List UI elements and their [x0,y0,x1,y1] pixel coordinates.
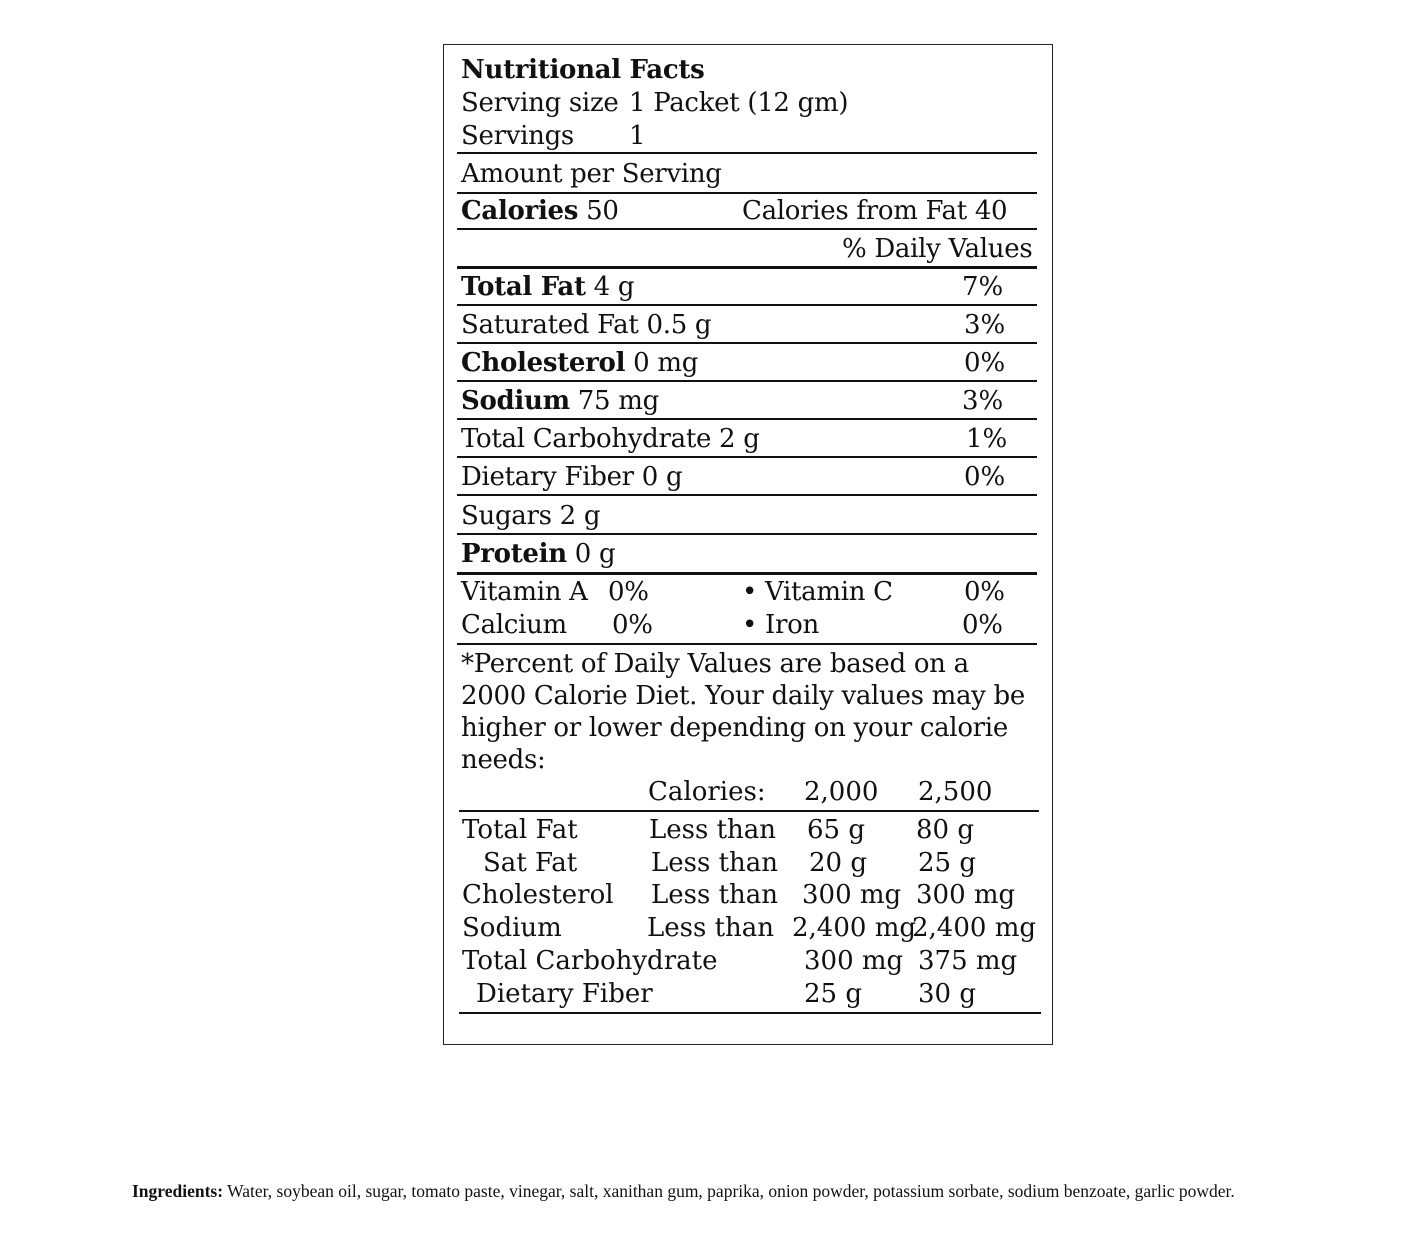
serving-size-label: Serving size [461,88,619,118]
divider [457,456,1037,458]
ref-row-col1: 2,400 mg [792,913,916,943]
divider [459,1012,1041,1014]
ref-row-col2: 2,400 mg [912,913,1036,943]
nutrient-dv: 3% [964,310,1006,340]
vitamin-right-name: • Iron [742,610,819,640]
ingredients-label: Ingredients: [132,1181,224,1201]
divider [457,152,1037,154]
nutrient-amount: 4 g [593,272,635,302]
ref-header-col1: 2,000 [804,777,879,807]
nutrient-cholesterol [461,348,698,378]
divider [457,342,1037,344]
ref-row-name: Total Carbohydrate [462,946,718,976]
divider [457,192,1037,194]
nutrient-sugars [461,501,600,531]
nutrient-name: Protein [461,539,567,569]
ref-row-name: Cholesterol [462,880,614,910]
nutrient-name: Dietary Fiber [461,462,634,492]
nutrient-dv: 7% [962,272,1004,302]
nutrient-dv: 1% [966,424,1008,454]
divider [457,380,1037,382]
divider [457,266,1037,269]
daily-values-footnote: *Percent of Daily Values are based on a 2000 Calorie Diet. Your daily values may be higher or lower depending on your calorie needs: [461,649,1025,775]
ref-header-label: Calories: [648,777,766,807]
nutrient-saturated-fat [461,310,711,340]
vitamin-left-name: Calcium [461,610,567,640]
ref-row-name: Sodium [462,913,562,943]
ref-row-qualifier: Less than [651,848,779,878]
nutrient-name: Total Carbohydrate [461,424,712,454]
divider [457,418,1037,420]
divider [457,533,1037,535]
nutrient-name: Saturated Fat [461,310,639,340]
divider [457,572,1037,575]
nutrient-name: Sodium [461,386,570,416]
calories-line [461,196,619,226]
servings-label: Servings [461,121,574,151]
ref-row-col2: 25 g [918,848,976,878]
ref-row-col2: 80 g [916,815,974,845]
nutrient-amount: 0 g [641,462,683,492]
nutrient-amount: 2 g [559,501,601,531]
calories-label: Calories [461,196,579,226]
nutrient-name: Cholesterol [461,348,626,378]
divider [459,810,1039,812]
divider [457,304,1037,306]
nutrient-name: Sugars [461,501,552,531]
serving-size-value: 1 Packet (12 gm) [629,88,849,118]
nutrient-amount: 0 g [574,539,616,569]
nutrient-dv: 0% [964,348,1006,378]
ref-row-col1: 300 mg [802,880,902,910]
nutrient-dietary-fiber [461,462,682,492]
divider [457,228,1037,230]
vitamin-left-value: 0% [608,577,649,607]
nutrient-name: Total Fat [461,272,586,302]
vitamin-right-name: • Vitamin C [742,577,893,607]
ref-row-col2: 300 mg [916,880,1016,910]
ingredients-text: Water, soybean oil, sugar, tomato paste, vinegar, salt, xanithan gum, paprika, onion powder, potassium sorbate, sodium benzoate, garlic powder. [227,1181,1235,1201]
vitamin-left-name: Vitamin A [461,577,588,607]
ingredients [132,1179,1272,1203]
nutrient-protein [461,539,615,569]
nutrient-amount: 0.5 g [646,310,712,340]
label-title: Nutritional Facts [461,55,705,85]
servings-value: 1 [629,121,646,151]
ref-row-col2: 30 g [918,979,976,1009]
nutrient-sodium [461,386,659,416]
nutrient-dv: 0% [964,462,1006,492]
nutrient-dv: 3% [962,386,1004,416]
calories-value: 50 [586,196,619,226]
ref-row-qualifier: Less than [647,913,775,943]
calories-from-fat: Calories from Fat 40 [742,196,1008,226]
ref-row-qualifier: Less than [649,815,777,845]
vitamin-left-value: 0% [612,610,653,640]
ref-row-name: Total Fat [462,815,578,845]
ref-row-qualifier: Less than [651,880,779,910]
nutrient-amount: 0 mg [633,348,699,378]
nutrient-total-fat [461,272,634,302]
ref-row-name: Dietary Fiber [476,979,653,1009]
ref-row-col2: 375 mg [918,946,1018,976]
divider [457,643,1037,645]
ref-row-col1: 25 g [804,979,862,1009]
ref-row-col1: 65 g [807,815,865,845]
nutrient-total-carbohydrate [461,424,760,454]
daily-values-header: % Daily Values [842,234,1033,264]
vitamin-right-value: 0% [962,610,1003,640]
amount-per-serving: Amount per Serving [461,159,722,189]
vitamin-right-value: 0% [964,577,1005,607]
divider [457,494,1037,496]
nutrient-amount: 75 mg [577,386,659,416]
ref-row-name: Sat Fat [483,848,578,878]
ref-header-col2: 2,500 [918,777,993,807]
nutrient-amount: 2 g [719,424,760,454]
ref-row-col1: 20 g [809,848,867,878]
ref-row-col1: 300 mg [804,946,904,976]
